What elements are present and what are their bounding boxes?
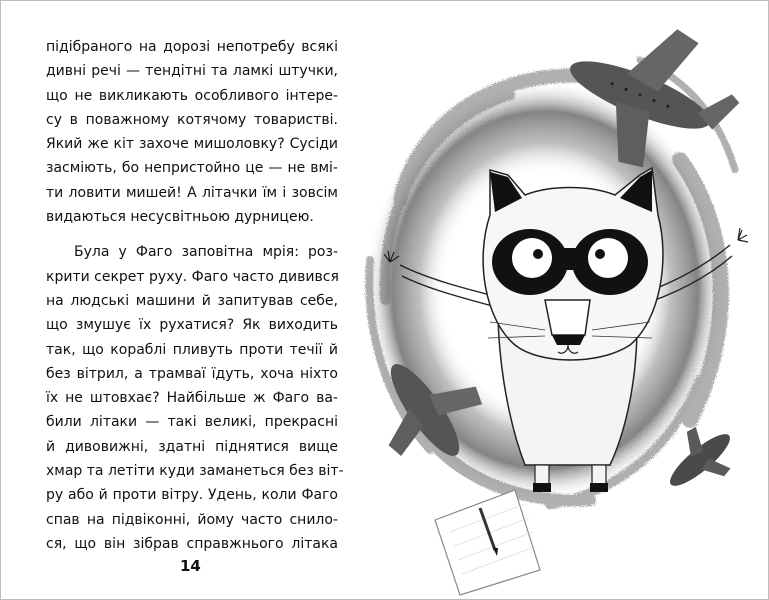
text-line: Була у Фаго заповітна мрія: роз-	[74, 244, 338, 261]
paragraph-1	[46, 35, 338, 229]
text-line: їх не штовхає? Найбільше ж Фаго ва-	[46, 390, 338, 407]
text-line: спав на підвіконні, йому часто снило-	[46, 511, 338, 528]
paragraph-2	[46, 240, 344, 556]
text-line: дивні речі — тендітні та ламкі штучки,	[46, 63, 338, 80]
text-line: ти ловити мишей! А літачки їм і зовсім	[46, 184, 338, 201]
text-line: крити секрет руху. Фаго часто дивився	[46, 268, 339, 285]
text-line: ру або й проти вітру. Удень, коли Фаго	[46, 487, 338, 504]
text-line: били літаки — такі великі, прекрасні	[46, 414, 338, 431]
illustration	[340, 0, 769, 600]
text-line: Який же кіт захоче мишоловку? Сусіди	[46, 136, 338, 153]
text-line: видаються несусвітньою дурницею.	[46, 209, 314, 226]
text-line: ся, що він зібрав справжнього літака	[46, 535, 338, 552]
paper-sheet-icon	[435, 490, 540, 595]
text-line: підібраного на дорозі непотребу всякі	[46, 39, 338, 55]
text-line: засміють, бо непристойно це — не вмі-	[46, 160, 338, 177]
text-line: без вітрил, а трамваї їдуть, хоча ніхто	[46, 365, 338, 382]
text-line: що не викликають особливого інтере-	[46, 87, 338, 104]
text-line: так, що кораблі пливуть проти течії й	[46, 341, 338, 358]
text-line: що змушує їх рухатися? Як виходить	[46, 317, 338, 334]
text-line: на людські машини й запитував себе,	[46, 292, 338, 309]
text-line: й дивовижні, здатні піднятися вище	[46, 438, 338, 455]
page-number: 14	[180, 557, 201, 575]
text-column	[46, 35, 344, 556]
text-line: су в поважному котячому товаристві.	[46, 111, 338, 128]
text-line: хмар та летіти куди заманеться без віт-	[46, 463, 344, 480]
